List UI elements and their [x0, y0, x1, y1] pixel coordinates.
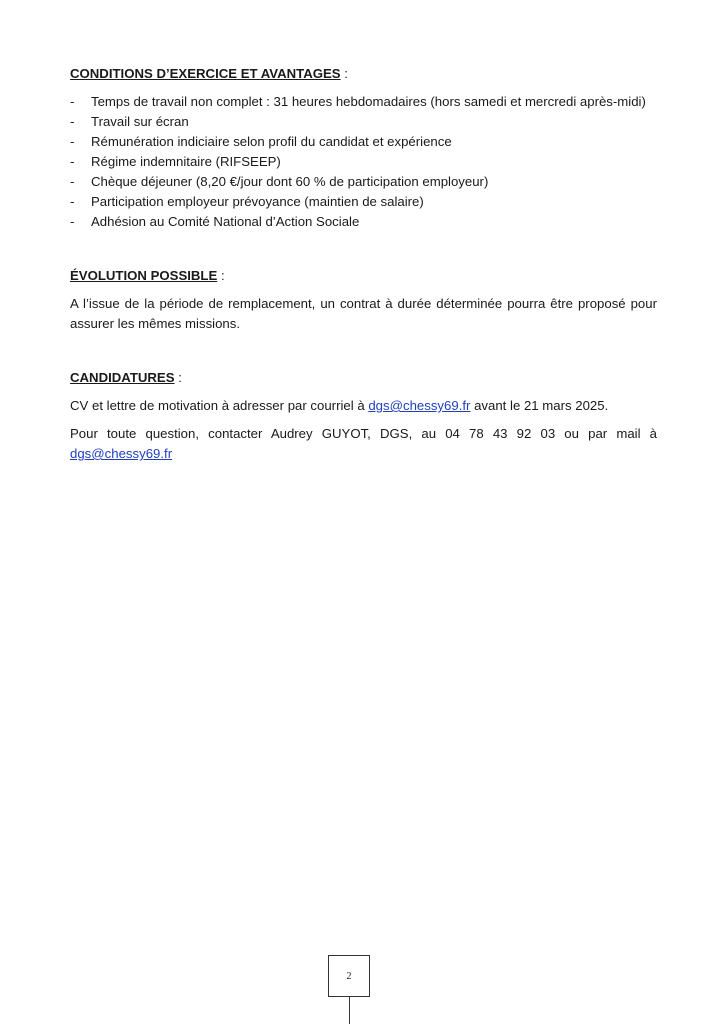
bullet-dash: -: [70, 194, 75, 209]
list-item: [70, 132, 657, 152]
email-link[interactable]: dgs@chessy69.fr: [368, 398, 471, 413]
bullet-dash: -: [70, 94, 75, 109]
list-item-text: Régime indemnitaire (RIFSEEP): [91, 154, 281, 169]
list-item-text: Adhésion au Comité National d’Action Sociale: [91, 214, 360, 229]
conditions-section: [70, 64, 657, 232]
list-item-text: Chèque déjeuner (8,20 €/jour dont 60 % de participation employeur): [91, 174, 489, 189]
list-item: [70, 152, 657, 172]
list-item-text: Participation employeur prévoyance (maintien de salaire): [91, 194, 424, 209]
candidatures-title: CANDIDATURES: [70, 370, 175, 385]
candidatures-section: [70, 368, 657, 464]
candidatures-text-after: avant le 21 mars 2025.: [470, 398, 609, 413]
list-item-text: Temps de travail non complet : 31 heures hebdomadaires (hors samedi et mercredi après-midi): [91, 94, 646, 109]
list-item: [70, 172, 657, 192]
email-link-2[interactable]: dgs@chessy69.fr: [70, 446, 173, 461]
bullet-dash: -: [70, 134, 75, 149]
list-item: [70, 192, 657, 212]
candidatures-paragraph-2-end: [70, 444, 657, 464]
evolution-title: ÉVOLUTION POSSIBLE: [70, 268, 218, 283]
candidatures-paragraph-1: [70, 396, 657, 416]
list-item: [70, 112, 657, 132]
list-item-text: Rémunération indiciaire selon profil du candidat et expérience: [91, 134, 452, 149]
list-item: [70, 212, 657, 232]
conditions-title-suffix: :: [340, 66, 348, 81]
evolution-title-suffix: :: [217, 268, 225, 283]
bullet-dash: -: [70, 114, 75, 129]
candidatures-text-before: CV et lettre de motivation à adresser par courriel à: [70, 398, 369, 413]
candidatures-paragraph-2: Pour toute question, contacter Audrey GUYOT, DGS, au 04 78 43 92 03 ou par mail à: [70, 426, 657, 441]
page-number-box: [328, 955, 370, 997]
conditions-heading: [70, 64, 657, 84]
page-number-connector-line: [349, 997, 350, 1024]
bullet-dash: -: [70, 174, 75, 189]
bullet-dash: -: [70, 214, 75, 229]
bullet-dash: -: [70, 154, 75, 169]
evolution-section: [70, 266, 657, 334]
conditions-title: CONDITIONS D’EXERCICE ET AVANTAGES: [70, 66, 341, 81]
candidatures-title-suffix: :: [174, 370, 182, 385]
list-item-text: Travail sur écran: [91, 114, 189, 129]
page-content: [70, 64, 657, 498]
page-number: 2: [346, 970, 352, 982]
evolution-heading: [70, 266, 657, 286]
list-item: [70, 92, 657, 112]
conditions-list: [70, 92, 657, 232]
evolution-paragraph: A l’issue de la période de remplacement, un contrat à durée déterminée pourra être proposé pour assurer les mêmes missions.: [70, 296, 657, 331]
candidatures-heading: [70, 368, 657, 388]
